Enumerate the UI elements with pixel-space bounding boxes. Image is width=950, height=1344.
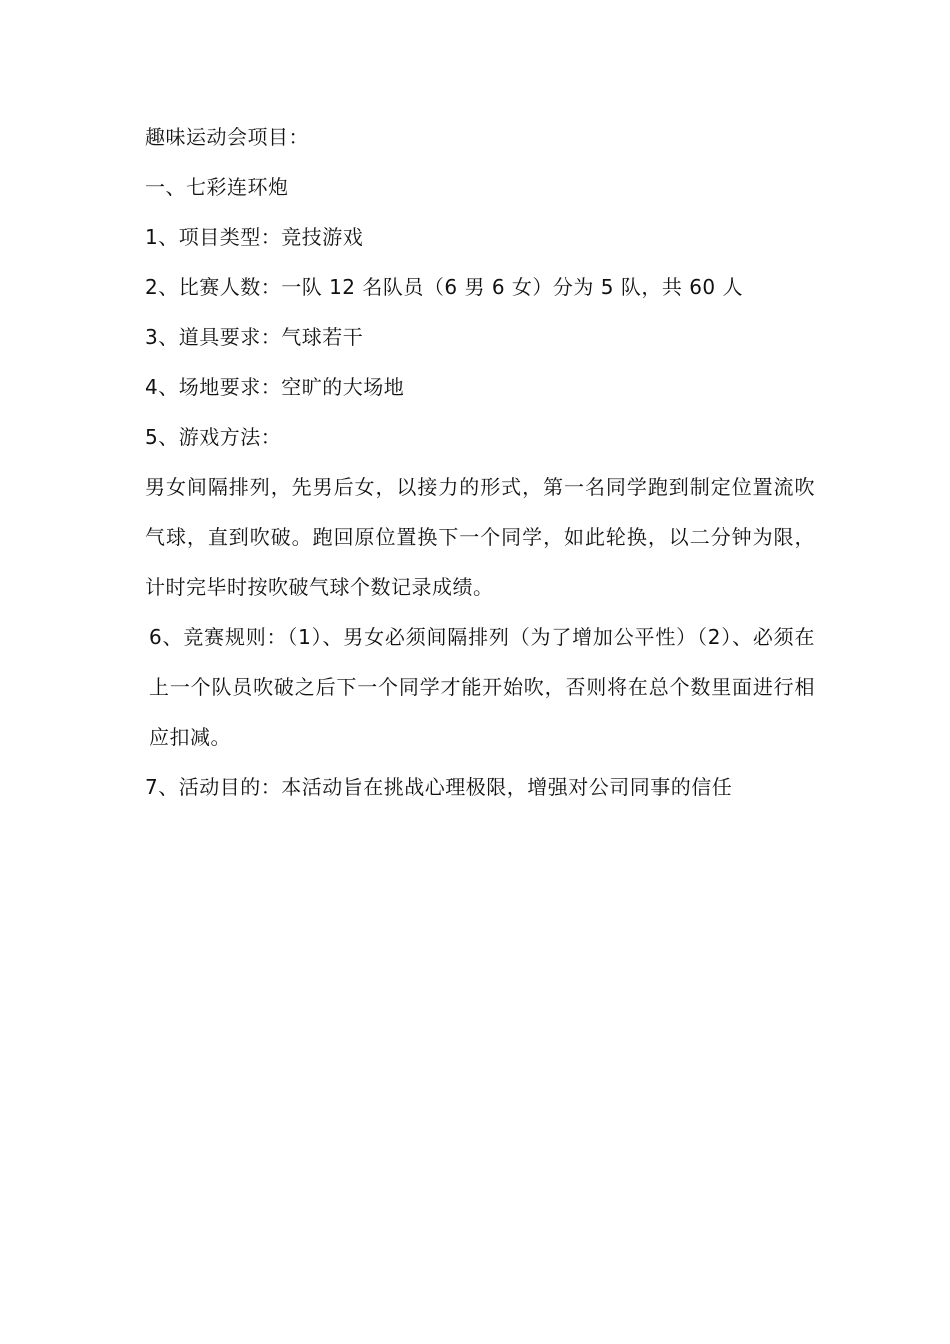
item-purpose: 7、活动目的：本活动旨在挑战心理极限，增强对公司同事的信任 (145, 775, 733, 799)
document-body (145, 112, 815, 812)
item-game-method: 5、游戏方法： (145, 425, 282, 449)
item-project-type: 1、项目类型：竞技游戏 (145, 225, 364, 249)
rules-paragraph: 6、竞赛规则：（1）、男女必须间隔排列（为了增加公平性）（2）、必须在上一个队员吹破之后下一个同学才能开始吹，否则将在总个数里面进行相应扣减。 (149, 625, 815, 749)
method-paragraph: 男女间隔排列，先男后女，以接力的形式，第一名同学跑到制定位置流吹气球，直到吹破。跑回原位置换下一个同学，如此轮换，以二分钟为限，计时完毕时按吹破气球个数记录成绩。 (145, 475, 815, 599)
item-participants: 2、比赛人数：一队 12 名队员（6 男 6 女）分为 5 队，共 60 人 (145, 275, 744, 299)
item-props: 3、道具要求：气球若干 (145, 325, 364, 349)
document-title: 趣味运动会项目： (145, 125, 309, 149)
section-heading: 一、七彩连环炮 (145, 175, 289, 199)
item-venue: 4、场地要求：空旷的大场地 (145, 375, 405, 399)
